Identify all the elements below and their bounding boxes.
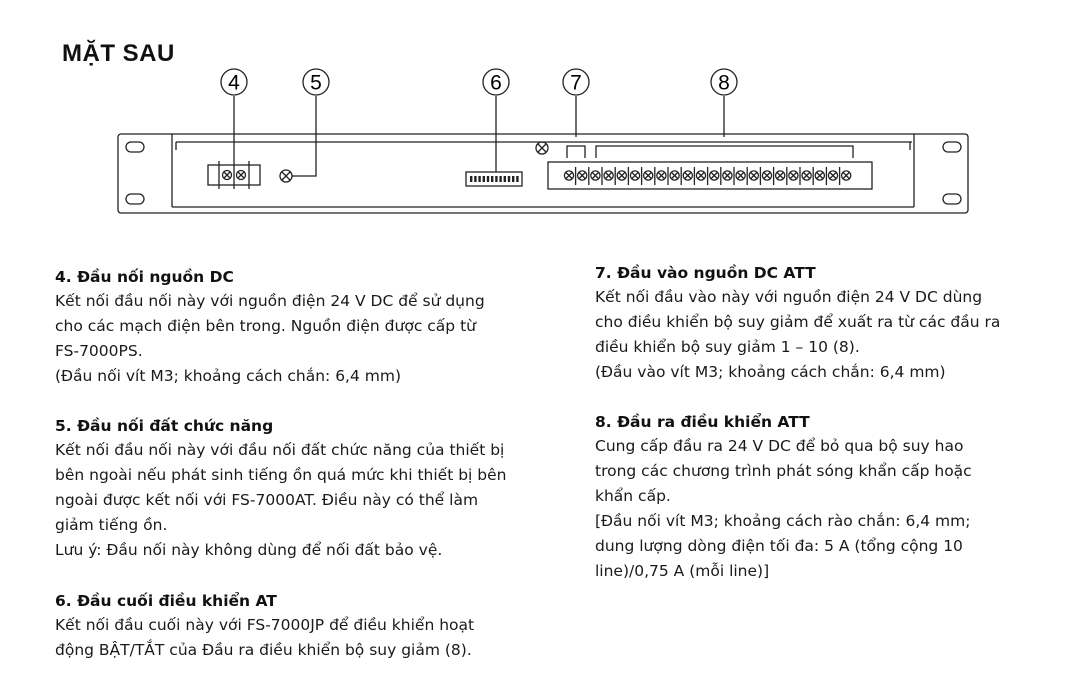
screw-terminal <box>670 167 681 185</box>
section-line: bên ngoài nếu phát sinh tiếng ồn quá mức khi thiết bị bên <box>55 466 507 484</box>
svg-text:5: 5 <box>310 71 322 95</box>
section-line: (Đầu nối vít M3; khoảng cách chắn: 6,4 mm) <box>55 367 402 385</box>
rear-panel-diagram <box>0 0 1077 240</box>
connector-pin <box>483 176 485 182</box>
section-line: điều khiển bộ suy giảm 1 – 10 (8). <box>595 338 860 356</box>
svg-text:7: 7 <box>570 71 582 95</box>
screw-terminal <box>842 171 851 180</box>
section-line: cho điều khiển bộ suy giảm để xuất ra từ các đầu ra <box>595 313 1001 331</box>
section-att-control-output <box>595 410 1055 584</box>
page-title: MẶT SAU <box>62 40 175 67</box>
connector-pin <box>516 176 518 182</box>
section-line: khẩn cấp. <box>595 487 671 505</box>
screw-terminal <box>723 167 734 185</box>
screw-terminal <box>578 167 589 185</box>
screw-terminal <box>828 167 839 185</box>
connector-pin <box>470 176 472 182</box>
callout-7 <box>563 69 589 95</box>
callout-6 <box>483 69 509 95</box>
section-line: Lưu ý: Đầu nối này không dùng để nối đất bảo vệ. <box>55 541 443 559</box>
section-heading: 8. Đầu ra điều khiển ATT <box>595 413 810 431</box>
section-dc-power-connector <box>55 265 555 389</box>
section-line: Kết nối đầu vào này với nguồn điện 24 V DC dùng <box>595 288 983 306</box>
svg-text:4: 4 <box>228 71 240 95</box>
screw-terminal <box>710 167 721 185</box>
section-at-control-terminal <box>55 589 555 663</box>
section-functional-earth <box>55 414 555 563</box>
screw-terminal <box>683 167 694 185</box>
section-line: ngoài được kết nối với FS-7000AT. Điều này có thể làm <box>55 491 479 509</box>
section-heading: 5. Đầu nối đất chức năng <box>55 417 274 435</box>
screw-terminal <box>657 167 668 185</box>
rack-slot-right-bottom <box>943 194 961 204</box>
section-heading: 7. Đầu vào nguồn DC ATT <box>595 264 816 282</box>
callout-4 <box>221 69 247 95</box>
connector-pin <box>491 176 493 182</box>
screw-terminal <box>696 167 707 185</box>
section-line: Kết nối đầu nối này với đầu nối đất chức năng của thiết bị <box>55 441 505 459</box>
screw-terminal <box>815 167 826 185</box>
connector-pin <box>508 176 510 182</box>
section-att-dc-input <box>595 261 1055 385</box>
screw-terminal <box>762 167 773 185</box>
connector-pin <box>495 176 497 182</box>
section-line: Cung cấp đầu ra 24 V DC để bỏ qua bộ suy hao <box>595 437 964 455</box>
screw-terminal <box>789 167 800 185</box>
section-line: động BẬT/TẮT của Đầu ra điều khiển bộ suy giảm (8). <box>55 641 472 659</box>
section-line: giảm tiếng ồn. <box>55 516 168 534</box>
section-line: dung lượng dòng điện tối đa: 5 A (tổng cộng 10 <box>595 537 963 555</box>
section-line: [Đầu nối vít M3; khoảng cách rào chắn: 6,4 mm; <box>595 512 971 530</box>
screw-terminal <box>617 167 628 185</box>
screw-terminal <box>630 167 641 185</box>
section-line: (Đầu vào vít M3; khoảng cách chắn: 6,4 mm) <box>595 363 946 381</box>
callout-5 <box>303 69 329 95</box>
connector-pin <box>499 176 501 182</box>
connector-pin <box>512 176 514 182</box>
connector-pin <box>487 176 489 182</box>
screw-terminal <box>802 167 813 185</box>
section-line: Kết nối đầu nối này với nguồn điện 24 V DC để sử dụng <box>55 292 485 310</box>
screw-terminal <box>736 167 747 185</box>
section-line: Kết nối đầu cuối này với FS-7000JP để điều khiển hoạt <box>55 616 475 634</box>
svg-text:6: 6 <box>490 71 502 95</box>
screw-terminal <box>749 167 760 185</box>
svg-text:8: 8 <box>718 71 730 95</box>
section-heading: 6. Đầu cuối điều khiển AT <box>55 592 277 610</box>
connector-pin <box>474 176 476 182</box>
rack-slot-left-top <box>126 142 144 152</box>
screw-terminal <box>564 167 575 185</box>
screw-terminal <box>591 167 602 185</box>
section-line: cho các mạch điện bên trong. Nguồn điện được cấp từ <box>55 317 476 335</box>
screw-terminal <box>776 167 787 185</box>
section-line: trong các chương trình phát sóng khẩn cấp hoặc <box>595 462 972 480</box>
connector-pin <box>504 176 506 182</box>
screw-terminal <box>644 167 655 185</box>
section-heading: 4. Đầu nối nguồn DC <box>55 268 234 286</box>
connector-pin <box>478 176 480 182</box>
rack-slot-left-bottom <box>126 194 144 204</box>
rack-slot-right-top <box>943 142 961 152</box>
callout-8 <box>711 69 737 95</box>
section-line: FS-7000PS. <box>55 342 143 360</box>
section-line: line)/0,75 A (mỗi line)] <box>595 562 770 580</box>
screw-terminal <box>604 167 615 185</box>
